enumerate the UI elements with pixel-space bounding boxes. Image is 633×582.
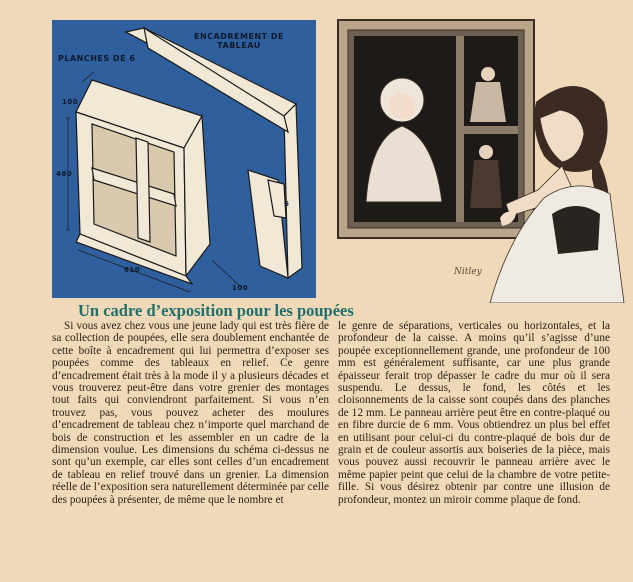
dim-edge: 100: [232, 284, 249, 292]
dim-height: 480: [56, 170, 73, 178]
article-title: Un cadre d’exposition pour les poupées: [78, 301, 354, 320]
article-column-2: le genre de séparations, verticales ou horizontales, et la profondeur de la caisse. A moins qu’il s’agisse d’une poupée exceptionnellement grande, une profondeur de 100 mm est généralement suffisante, car une plus grande épaisseur ferait trop dépasser le cadre du mur où il sera suspendu. Le dessus, le fond, les côtés et les cloisonnements de la caisse sont coupés dans des planches de 12 mm. Le panneau arrière peut être en contre-plaqué ou en fibre durcie de 6 mm. Vous obtiendrez un plus bel effet en utilisant pour celui-ci du contre-plaqué de bois dur de grain et de couleur assortis aux boiseries de la pièce, mais vous pouvez aussi recouvrir le panneau arrière avec le même papier peint que celui de la chambre de votre petite-fille. Si vous désirez obtenir par contre une illusion de profondeur, montez un miroir comme plaque de fond.: [338, 320, 610, 506]
dim-depth: 100: [62, 98, 79, 106]
label-boards: PLANCHES DE 6: [58, 54, 136, 63]
frame-diagram: [52, 20, 316, 298]
artist-signature: Nitley: [454, 267, 482, 277]
article-column-1: Si vous avez chez vous une jeune lady qui est très fière de sa collection de poupées, elle sera doublement enchantée de cette boîte à encadrement qui lui permettra d’exposer ses poupées comme des tableaux en relief. Ce genre d’encadrement était très à la mode il y a plusieurs décades et vous trouverez peut-être dans votre grenier des montages tout faits qui conviendront parfaitement. Si vous n’en trouvez pas, vous pouvez acheter des moulures d’encadrement de tableau chez n’importe quel marchand de bois de construction et les assembler en un cadre de la dimension voulue. Les dimensions du schéma ci-dessus ne sont qu’un exemple, car elles sont celles d’un encadrement de tableau en relief trouvé dans un grenier. La dimension réelle de l’exposition sera naturellement déterminée par celle des poupées à présenter, de même que le nombre et: [52, 320, 329, 506]
label-picture-frame: ENCADREMENT DE TABLEAU: [194, 32, 284, 50]
girl-with-doll-frame-illustration: [330, 18, 630, 303]
dim-width: 610: [124, 266, 141, 274]
dim-small: 6: [284, 200, 290, 208]
